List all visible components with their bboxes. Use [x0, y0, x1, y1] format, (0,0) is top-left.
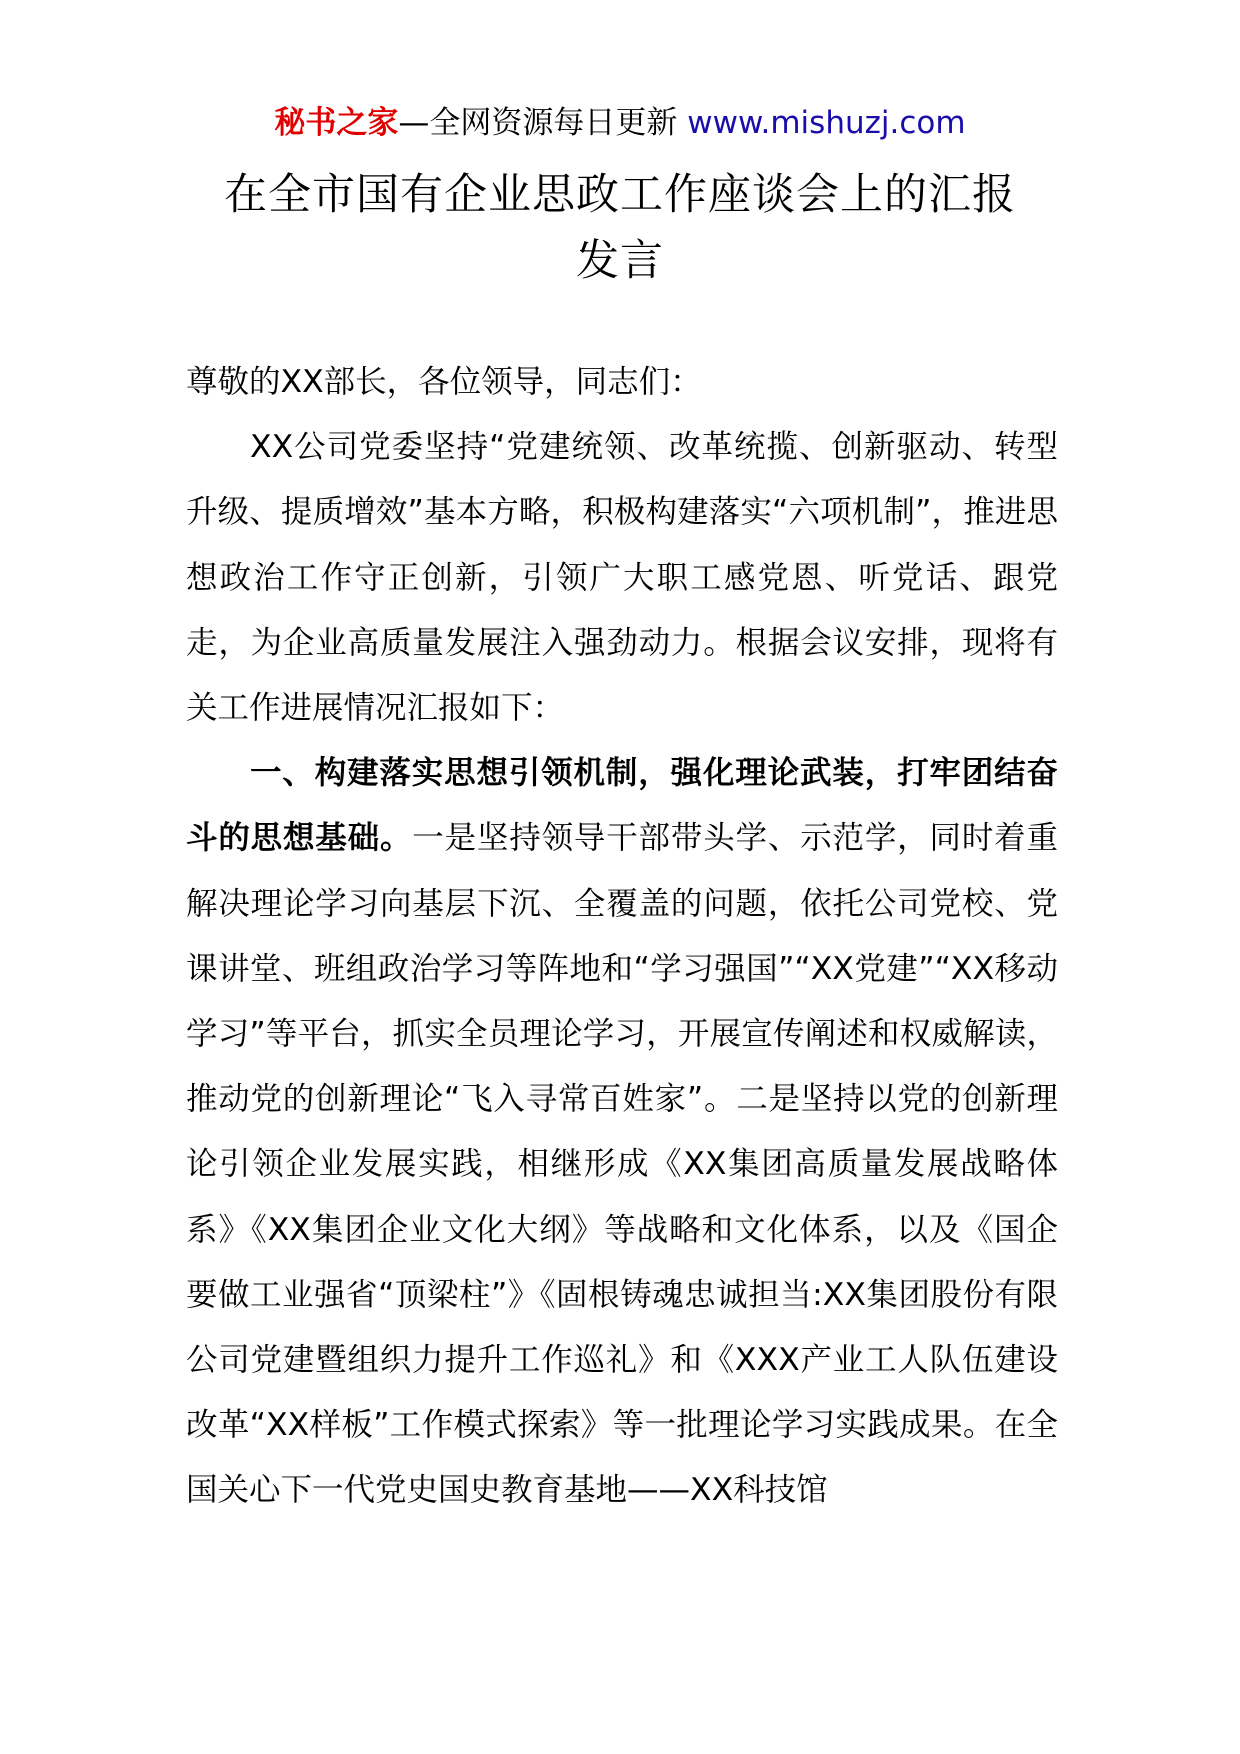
brand-name: 秘书之家: [274, 105, 399, 141]
site-header-banner: [0, 98, 1240, 148]
intro-paragraph: XX公司党委坚持“党建统领、改革统揽、创新驱动、转型升级、提质增效”基本方略，积极构建落实“六项机制”，推进思想政治工作守正创新，引领广大职工感党恩、听党话、跟党走，为企业高质量发展注入强劲动力。根据会议安排，现将有关工作进展情况汇报如下：: [186, 429, 1058, 727]
document-body: [186, 350, 1058, 1524]
document-title-line-1: 在全市国有企业思政工作座谈会上的汇报: [224, 170, 1016, 220]
section-1-heading: 一、构建落实思想引领机制，强化理论武装，打牢团结奋斗的思想基础。: [186, 755, 1058, 857]
site-url-link[interactable]: www.mishuzj.com: [687, 105, 966, 141]
section-1-body: 一是坚持领导干部带头学、示范学，同时着重解决理论学习向基层下沉、全覆盖的问题，依托公司党校、党课讲堂、班组政治学习等阵地和“学习强国”“XX党建”“XX移动学习”等平台，抓实全员理论学习，开展宣传阐述和权威解读，推动党的创新理论“飞入寻常百姓家”。二是坚持以党的创新理论引领企业发展实践，相继形成《XX集团高质量发展战略体系》《XX集团企业文化大纲》等战略和文化体系，以及《国企要做工业强省“顶梁柱”》《固根铸魂忠诚担当:XX集团股份有限公司党建暨组织力提升工作巡礼》和《XXX产业工人队伍建设改革“XX样板”工作模式探索》等一批理论学习实践成果。在全国关心下一代党史国史教育基地——XX科技馆: [186, 820, 1058, 1509]
header-tagline: —全网资源每日更新: [398, 105, 688, 141]
section-1-paragraph: [186, 741, 1058, 1523]
document-title-line-2: 发言: [576, 236, 664, 286]
document-title: [150, 162, 1090, 294]
salutation: 尊敬的XX部长，各位领导，同志们：: [186, 364, 702, 400]
